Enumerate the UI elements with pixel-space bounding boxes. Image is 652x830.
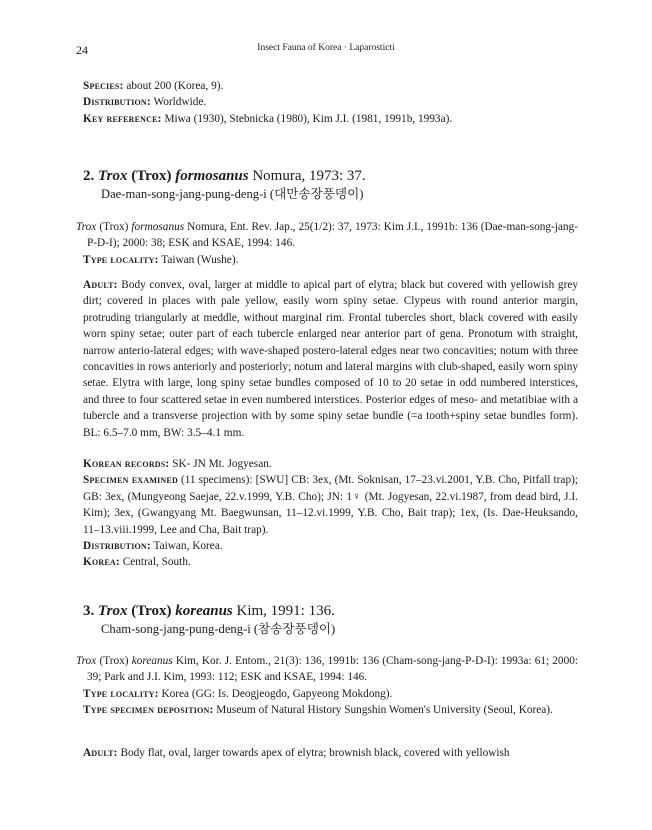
species-3-citation-epithet: koreanus — [131, 655, 173, 667]
species-2-common-name: Dae-man-song-jang-pung-deng-i (대만송장풍뎅이) — [101, 187, 364, 201]
type-deposition-value: Museum of Natural History Sungshin Women's University (Seoul, Korea). — [216, 704, 553, 717]
distribution-label: Distribution: — [83, 540, 151, 553]
species-3-citation-subgenus: (Trox) — [99, 655, 129, 667]
species-3-epithet: koreanus — [175, 603, 233, 619]
species-2-synonymy — [76, 219, 578, 252]
species-2-number: 2. — [83, 168, 95, 184]
species-3-type-info — [83, 686, 578, 719]
species-2-title — [83, 167, 366, 186]
korea-value: Central, South. — [122, 556, 191, 569]
species-2-genus: Trox — [98, 168, 128, 184]
species-3-number: 3. — [83, 603, 95, 619]
species-3-synonymy — [76, 653, 578, 686]
running-header — [76, 43, 576, 59]
distribution-label: Distribution: — [83, 96, 151, 109]
species-3-adult-description — [83, 745, 578, 761]
species-value: about 200 (Korea, 9). — [126, 80, 224, 92]
page-number: 24 — [76, 43, 88, 57]
adult-text: Body convex, oval, larger at middle to apical part of elytra; black but covered with yellowish grey dirt; covered in places with pale yellow, easily worn spiny setae. Clypeus with round anterior margin, protruding triangularly at meddle, without marginal rim. Frontal tubercles short, black covered with easily worn spiny setae; outer part of each tubercle enlarged near anterior part of gena. Pronotum with straight, narrow anterio-lateral edges; with wave-shaped postero-lateral edges near two concavities; notum with three concavities in rows anteriorly and posteriorly; notum and lateral margins with club-shaped, easily worn spiny setae. Elytra with large, long spiny setae bundles composed of 10 to 20 setae in odd numbered interstices, and three to four scattered setae in even numbered interstices. Posterior edges of meso- and metatibiae with a tubercle and a transverse projection with by some spiny setae bundle (=a tooth+spiny setae bundles form). BL: 6.5–7.0 mm, BW: 3.5–4.1 mm. — [83, 279, 579, 439]
species-3-author: Kim, 1991: 136. — [236, 603, 335, 619]
distribution-line — [83, 94, 578, 110]
specimen-examined-text: (11 specimens): [SWU] CB: 3ex, (Mt. Soknisan, 17–23.vi.2001, Y.B. Cho, Pitfall trap); GB: 3ex, (Mungyeong Saejae, 22.v.1999, Y.B. Cho); JN: 1♀ (Mt. Jogyesan, 22.vi.1987, from dead bird, J.I. Kim); 3ex, (Gwangyang Mt. Baegwunsan, 11–12.vi.1999, Y.B. Cho, Bait trap); 1ex, (Is. Dae-Heuksando, 11–13.viii.1999, Lee and Cha, Bait trap). — [83, 474, 578, 536]
species-2-author: Nomura, 1973: 37. — [252, 168, 366, 184]
distribution-value: Taiwan, Korea. — [153, 540, 223, 553]
species-2-citation-epithet: formosanus — [131, 221, 185, 233]
species-line — [83, 78, 578, 94]
species-2-citation-text: Nomura, Ent. Rev. Jap., 25(1/2): 37, 1973: Kim J.I., 1991b: 136 (Dae-man-song-jang-P-D-I); 2000: 38; ESK and KSAE, 1994: 146. — [87, 221, 578, 250]
species-3-citation-genus: Trox — [76, 655, 97, 667]
species-2-citation-genus: Trox — [76, 221, 97, 233]
species-2-citation — [76, 219, 578, 252]
type-locality-label: Type locality: — [83, 688, 159, 700]
specimen-examined-label: Specimen examined — [83, 474, 178, 487]
key-reference-value: Miwa (1930), Stebnicka (1980), Kim J.I. (1981, 1991b, 1993a). — [164, 112, 453, 125]
adult-label: Adult: — [83, 747, 118, 759]
species-label: Species: — [83, 80, 124, 92]
species-3-subgenus: (Trox) — [131, 603, 172, 619]
genus-summary — [83, 78, 578, 127]
species-2-citation-subgenus: (Trox) — [99, 221, 129, 233]
species-3-genus: Trox — [98, 603, 128, 619]
distribution-value: Worldwide. — [153, 96, 207, 109]
type-locality-value: Korea (GG: Is. Deogjeogdo, Gapyeong Mokdong). — [161, 688, 393, 700]
species-2-records — [83, 456, 578, 571]
species-2-adult-description — [83, 277, 578, 441]
adult-text: Body flat, oval, larger towards apex of elytra; brownish black, covered with yellowish — [120, 747, 510, 759]
key-reference-label: Key reference: — [83, 112, 162, 125]
species-3-common-name: Cham-song-jang-pung-deng-i (참송장풍뎅이) — [101, 622, 336, 636]
korea-label: Korea: — [83, 556, 120, 569]
species-2-epithet: formosanus — [175, 168, 249, 184]
korean-records-value: SK- JN Mt. Jogyesan. — [172, 458, 272, 470]
running-title: Insect Fauna of Korea · Laparosticti — [257, 43, 395, 53]
korean-records-label: Korean records: — [83, 458, 170, 470]
species-3-title — [83, 602, 335, 621]
species-3-citation-text: Kim, Kor. J. Entom., 21(3): 136, 1991b: 136 (Cham-song-jang-P-D-I): 1993a: 61; 2000: 39; Park and J.I. Kim, 1993: 112; ESK and KSAE, 1994: 146. — [87, 655, 579, 684]
type-locality-label: Type locality: — [83, 254, 159, 266]
adult-label: Adult: — [83, 279, 118, 291]
species-2-type-locality — [83, 252, 578, 268]
key-reference-line — [83, 111, 578, 127]
species-3-citation — [76, 653, 578, 686]
type-deposition-label: Type specimen deposition: — [83, 704, 214, 717]
type-locality-value: Taiwan (Wushe). — [161, 254, 239, 266]
species-2-subgenus: (Trox) — [131, 168, 172, 184]
